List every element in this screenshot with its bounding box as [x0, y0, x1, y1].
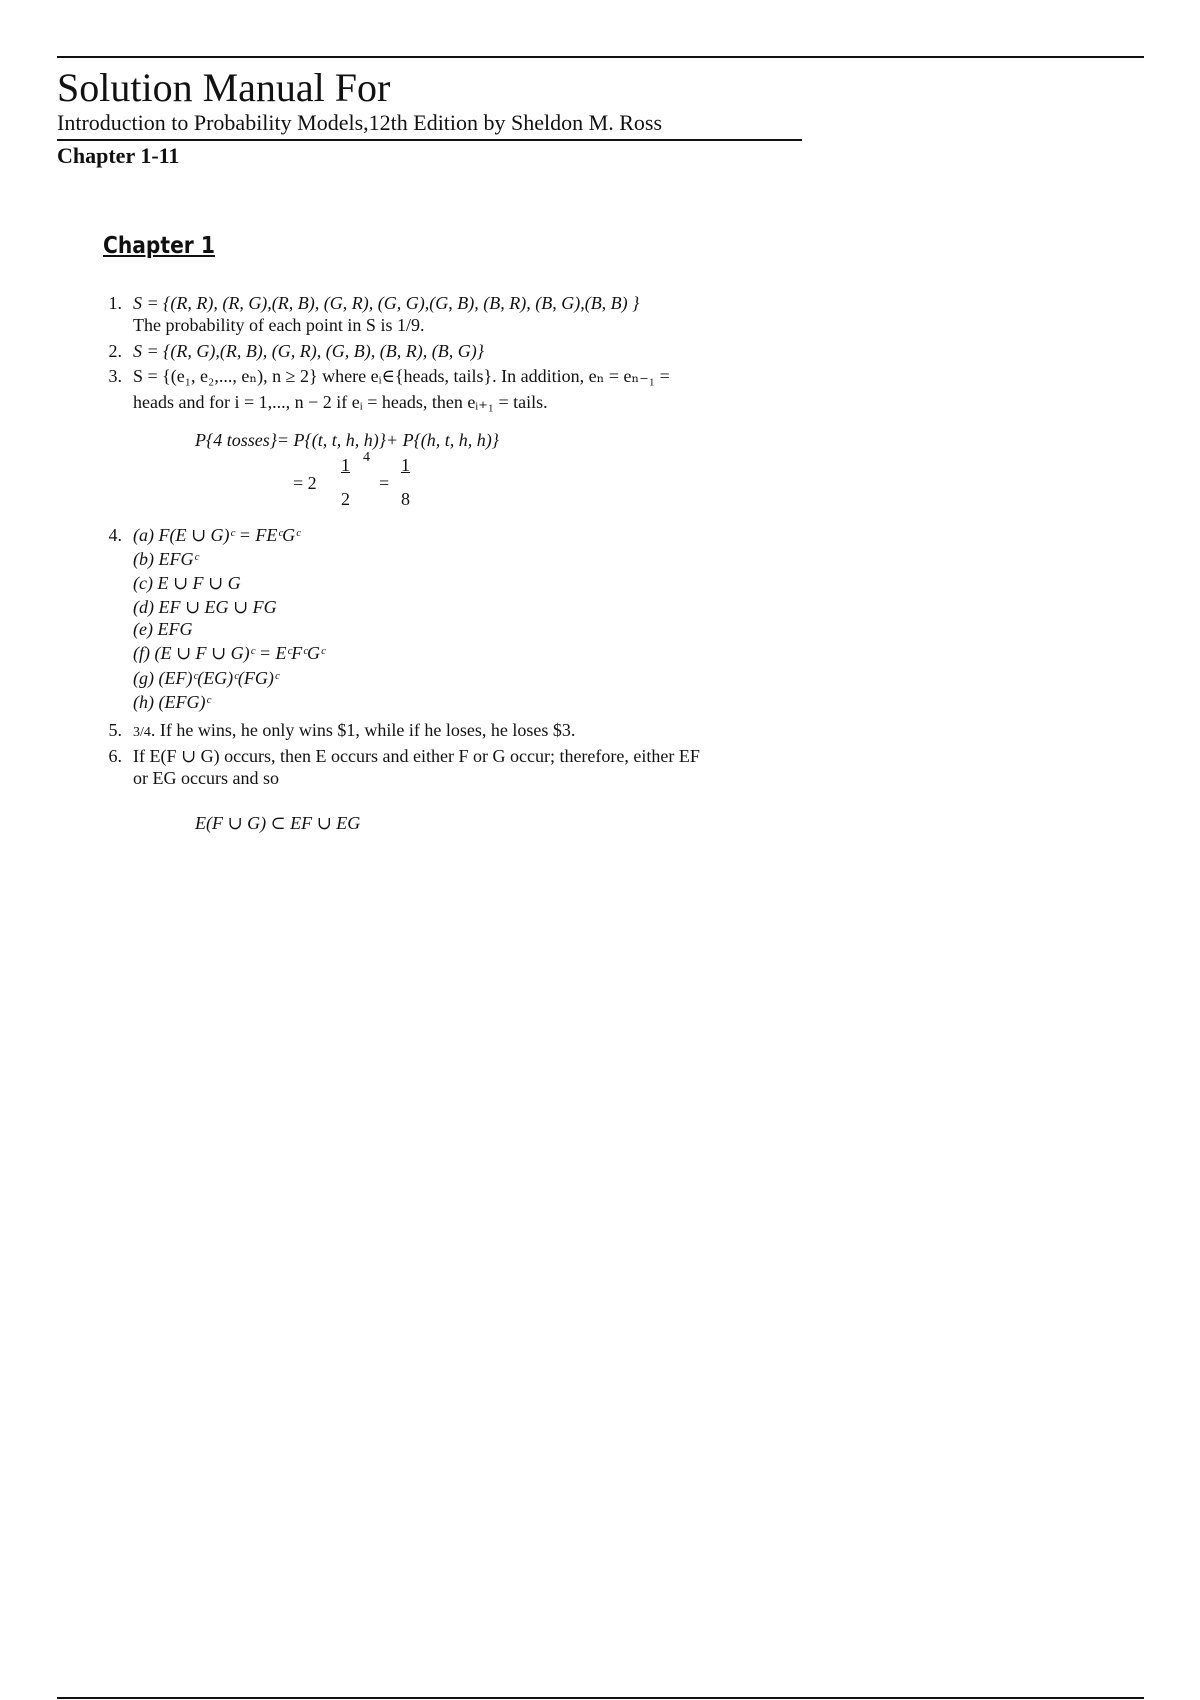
item-1-line-1: S = {(R, R), (R, G),(R, B), (G, R), (G, G),(G, B), (B, R), (B, G),(B, B) }	[133, 293, 640, 313]
item-6-line-2: or EG occurs and so	[133, 768, 279, 788]
item-number-1: 1.	[108, 293, 122, 313]
page-title: Solution Manual For	[57, 65, 391, 110]
item-1-line-2: The probability of each point in S is 1/9.	[133, 315, 425, 335]
item-4h: (h) (EFG)ᶜ	[133, 692, 211, 712]
item-5-text: . If he wins, he only wins $1, while if he loses, he loses $3.	[150, 720, 576, 740]
item-4f: (f) (E ∪ F ∪ G)ᶜ = EᶜFᶜGᶜ	[133, 643, 325, 663]
top-rule	[57, 56, 1144, 58]
eq-fraction-2-den: 8	[401, 489, 410, 509]
bottom-rule	[57, 1697, 1144, 1699]
subtitle-rule	[57, 139, 802, 141]
chapter-range: Chapter 1-11	[57, 143, 180, 168]
item-5-line	[133, 720, 575, 741]
equation-subset: E(F ∪ G) ⊂ EF ∪ EG	[195, 813, 361, 833]
eq-fraction-1-den: 2	[341, 489, 350, 509]
book-subtitle	[57, 110, 662, 136]
item-number-3: 3.	[108, 366, 122, 386]
eq-equals-two: = 2	[293, 473, 317, 493]
item-number-6: 6.	[108, 746, 122, 766]
item-3-line-1: S = {(e₁, e₂,..., eₙ), n ≥ 2} where eᵢ∈{heads, tails}. In addition, eₙ = eₙ₋₁ =	[133, 366, 670, 386]
item-6-line-1: If E(F ∪ G) occurs, then E occurs and either F or G occur; therefore, either EF	[133, 746, 700, 766]
item-number-4: 4.	[108, 525, 122, 545]
item-number-2: 2.	[108, 341, 122, 361]
chapter-heading: Chapter 1	[103, 233, 215, 259]
item-4d: (d) EF ∪ EG ∪ FG	[133, 597, 277, 617]
item-5-fraction: 3/4	[133, 725, 151, 740]
item-3-line-2: heads and for i = 1,..., n − 2 if eᵢ = heads, then eᵢ₊₁ = tails.	[133, 392, 548, 412]
item-4e: (e) EFG	[133, 619, 193, 639]
item-4a: (a) F(E ∪ G)ᶜ = FEᶜGᶜ	[133, 525, 300, 545]
eq-equals: =	[379, 473, 390, 493]
item-4g: (g) (EF)ᶜ(EG)ᶜ(FG)ᶜ	[133, 668, 279, 688]
item-4b: (b) EFGᶜ	[133, 549, 199, 569]
item-4c: (c) E ∪ F ∪ G	[133, 573, 241, 593]
eq-fraction-1-num: 1	[341, 455, 350, 475]
book-subtitle-text: Introduction to Probability Models,12th Edition by Sheldon M. Ross	[57, 110, 662, 135]
eq-fraction-2-num: 1	[401, 455, 410, 475]
item-number-5: 5.	[108, 720, 122, 740]
equation-4-tosses: P{4 tosses}= P{(t, t, h, h)}+ P{(h, t, h, h)}	[195, 430, 499, 450]
eq-exponent: 4	[363, 450, 370, 465]
item-2-line-1: S = {(R, G),(R, B), (G, R), (G, B), (B, R), (B, G)}	[133, 341, 484, 361]
equation-result	[293, 452, 433, 512]
